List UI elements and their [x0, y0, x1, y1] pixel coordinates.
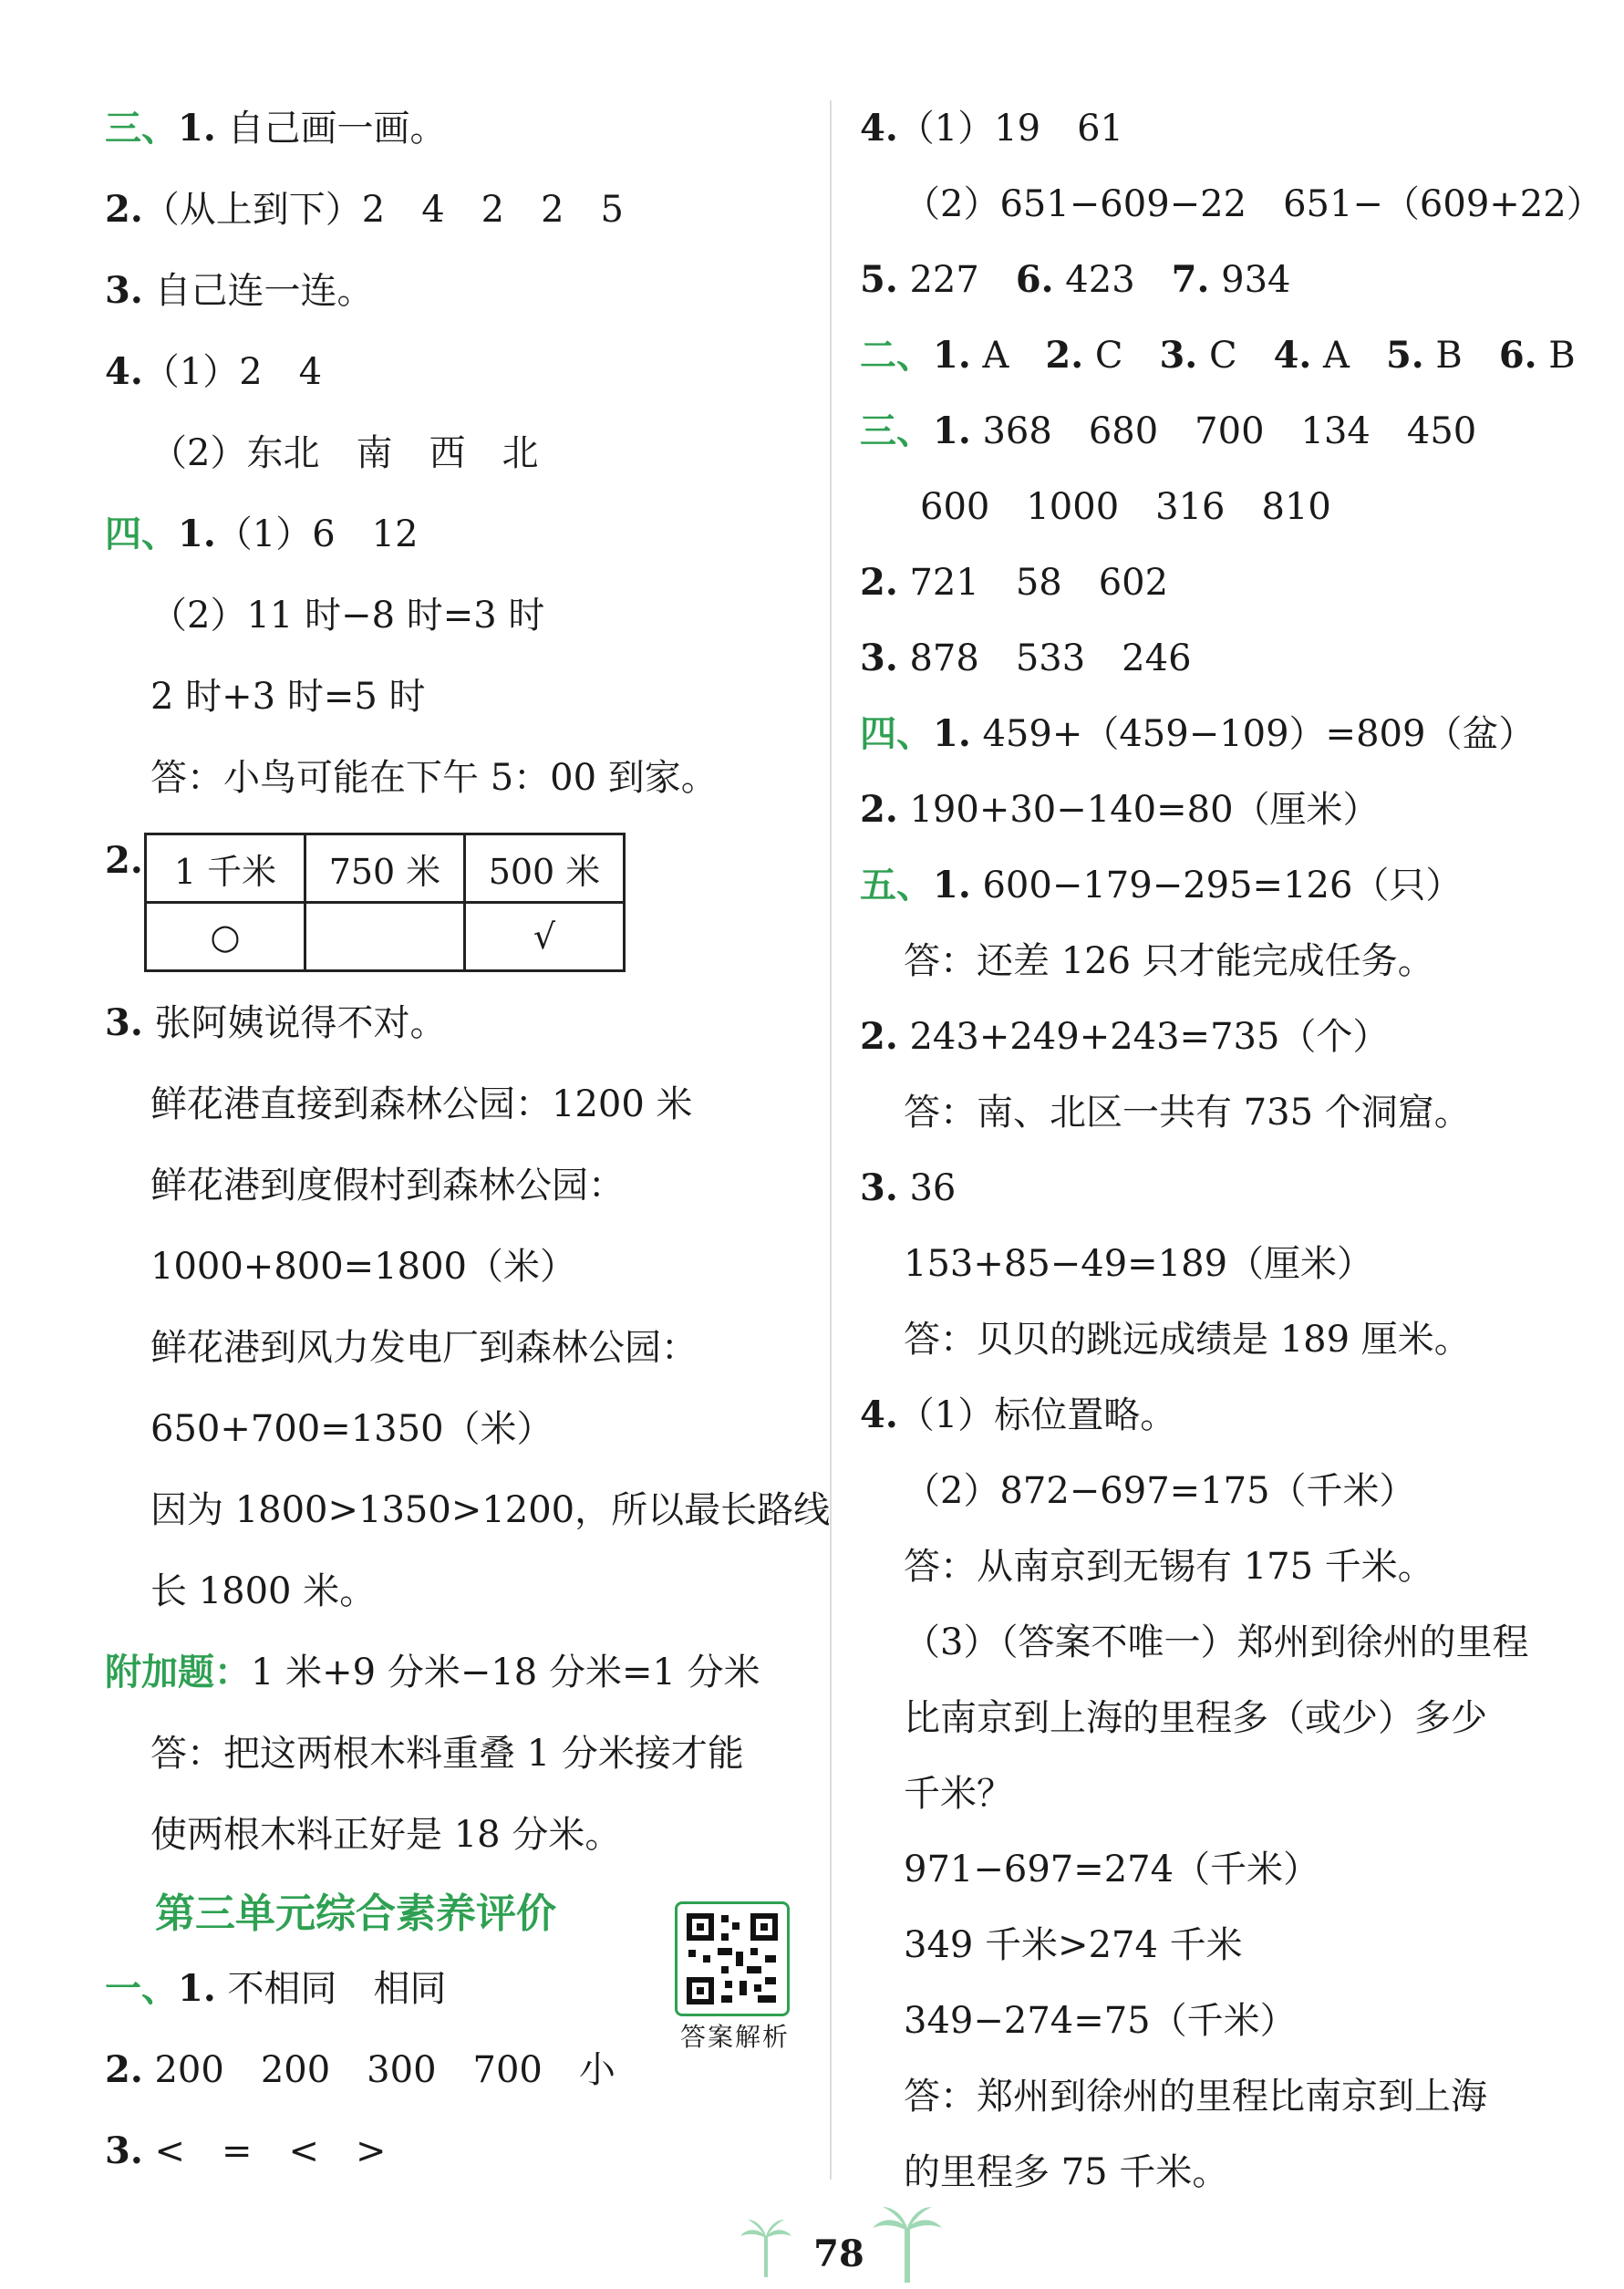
answer-line [860, 559, 1168, 606]
answer-line [860, 1392, 1176, 1439]
answer-text: 自己连一连。 [142, 270, 374, 312]
answer-text: 比南京到上海的里程多（或少）多少 [904, 1697, 1487, 1739]
section-marker: 三、 [860, 409, 933, 452]
answer-line [860, 181, 1603, 228]
answer-text: 鲜花港到风力发电厂到森林公园： [150, 1327, 698, 1369]
answer-text: 878 533 246 [897, 637, 1192, 679]
answer-line [105, 511, 419, 558]
answer-line [105, 2128, 387, 2175]
extra-question-label: 附加题： [105, 1651, 251, 1693]
answer-text: 答：贝贝的跳远成绩是 189 厘米。 [904, 1319, 1471, 1361]
answer-line [105, 2046, 615, 2094]
answer-table [144, 833, 626, 972]
answer-line [860, 1089, 1471, 1136]
answer-line [105, 1965, 446, 2013]
item-number: 5. [1385, 334, 1424, 377]
answer-line [105, 267, 373, 315]
answer-text: 鲜花港到度假村到森林公园： [150, 1165, 625, 1207]
answer-text: B [1536, 335, 1576, 377]
answer-line [860, 1770, 1013, 1818]
item-number: 7. [1171, 258, 1210, 301]
answer-text: 1 米+9 分米−18 分米=1 分米 [251, 1652, 760, 1693]
answer-text: A [1311, 335, 1386, 377]
item-number: 1. [933, 864, 971, 906]
item-number: 6. [1498, 334, 1537, 377]
answer-text: 349 千米>274 千米 [904, 1924, 1243, 1966]
item-number: 6. [1015, 258, 1054, 301]
item-number: 1. [178, 107, 216, 150]
answer-text: 因为 1800>1350>1200，所以最长路线 [150, 1489, 831, 1531]
answer-text: A [970, 335, 1046, 377]
answer-text: 答：南、北区一共有 735 个洞窟。 [904, 1092, 1471, 1134]
table-row [146, 903, 625, 971]
answer-text: 答：小鸟可能在下午 5：00 到家。 [150, 757, 718, 799]
answer-line [860, 635, 1192, 682]
answer-text: （3）（答案不唯一）郑州到徐州的里程 [904, 1621, 1529, 1663]
answer-line [860, 1013, 1389, 1061]
answer-line [105, 1162, 625, 1209]
answer-line [860, 1543, 1434, 1590]
answer-text: 答：把这两根木料重叠 1 分米接才能 [150, 1733, 744, 1775]
answer-text: 153+85−49=189（厘米） [904, 1243, 1374, 1285]
answer-line [105, 1730, 744, 1777]
item-number: 2. [860, 561, 898, 604]
answer-text: （1）19 61 [897, 108, 1124, 150]
answer-text: （1）6 12 [215, 513, 419, 555]
answer-line [860, 937, 1434, 985]
answer-text: 349−274=75（千米） [904, 2000, 1297, 2042]
answer-text: 张阿姨说得不对。 [142, 1002, 447, 1044]
section-marker: 二、 [860, 334, 933, 377]
answer-text: 971−697=274（千米） [904, 1849, 1320, 1890]
answer-text: 答：郑州到徐州的里程比南京到上海 [904, 2076, 1487, 2118]
answer-text: （从上到下）2 4 2 2 5 [142, 189, 625, 231]
answer-text: 答：从南京到无锡有 175 千米。 [904, 1546, 1434, 1588]
answer-line [860, 710, 1535, 758]
palm-tree-icon [871, 2202, 944, 2284]
table-header-cell: 750 米 [305, 834, 465, 903]
table-header-cell: 500 米 [465, 834, 625, 903]
item-number: 1. [933, 409, 971, 452]
answer-line [860, 1846, 1319, 1893]
answer-text: 368 680 700 134 450 [970, 410, 1477, 452]
answer-line [105, 1081, 693, 1128]
section-marker: 四、 [860, 712, 933, 755]
item-number: 3. [860, 637, 898, 679]
answer-text: 2 时+3 时=5 时 [150, 676, 426, 718]
section-marker: 五、 [860, 864, 933, 906]
answer-line [860, 1694, 1487, 1742]
answer-line [105, 999, 446, 1047]
item-number: 4. [105, 350, 143, 393]
answer-line [860, 2149, 1228, 2196]
answer-text: 36 [897, 1167, 957, 1209]
answer-line [860, 256, 1290, 304]
answer-text: 600−179−295=126（只） [970, 865, 1463, 906]
answer-text: 600 1000 316 810 [920, 486, 1331, 528]
table-row [146, 834, 625, 903]
answer-line [105, 105, 446, 152]
item-number: 1. [933, 334, 971, 377]
item-number: 4. [860, 1393, 898, 1436]
answer-line [860, 332, 1576, 379]
answer-line [860, 786, 1380, 834]
answer-line [105, 1324, 698, 1372]
answer-text: B [1423, 335, 1499, 377]
answer-text: （2）11 时−8 时=3 时 [150, 595, 545, 637]
answer-text: 的里程多 75 千米。 [904, 2151, 1229, 2193]
answer-text: 千米？ [904, 1773, 1013, 1815]
answer-line [860, 483, 1331, 531]
item-number: 3. [860, 1166, 898, 1209]
palm-tree-icon [739, 2216, 793, 2280]
item-number: 1. [178, 1967, 216, 2010]
answer-text: 650+700=1350（米） [150, 1408, 553, 1450]
item-number: 2. [860, 1015, 898, 1058]
answer-line [105, 754, 718, 802]
answer-text: 934 [1209, 259, 1291, 301]
item-number: 5. [860, 258, 898, 301]
column-divider [830, 100, 832, 2180]
item-number: 3. [105, 269, 143, 312]
answer-text: 鲜花港直接到森林公园：1200 米 [150, 1083, 693, 1125]
answer-text: 243+249+243=735（个） [897, 1016, 1390, 1058]
answer-line [860, 1997, 1297, 2045]
table-cell: ○ [146, 903, 305, 971]
answer-text: 不相同 相同 [215, 1968, 447, 2010]
answer-line [105, 186, 624, 233]
page-number: 78 [813, 2232, 864, 2275]
item-number: 2. [1045, 334, 1084, 377]
answer-line [105, 430, 538, 477]
item-number: 3. [105, 2129, 143, 2172]
answer-text: 长 1800 米。 [150, 1570, 377, 1612]
qr-code[interactable] [675, 1901, 790, 2016]
extra-question-line [105, 1649, 760, 1696]
answer-text: 使两根木料正好是 18 分米。 [150, 1814, 622, 1856]
answer-text: （1）2 4 [142, 351, 323, 393]
table-cell [305, 903, 465, 971]
item-number: 1. [933, 712, 971, 755]
item-number: 2. [105, 839, 143, 882]
answer-text: < = < > [142, 2130, 387, 2172]
section-marker: 一、 [105, 1967, 178, 2010]
table-cell: √ [465, 903, 625, 971]
answer-text: 答：还差 126 只才能完成任务。 [904, 940, 1434, 982]
table-header-cell: 1 千米 [146, 834, 305, 903]
answer-line [860, 1240, 1373, 1288]
item-number: 4. [860, 107, 898, 150]
answer-line [105, 1243, 576, 1290]
answer-line [105, 1811, 621, 1859]
unit-heading: 第三单元综合素养评价 [155, 1890, 556, 1937]
answer-text: 自己画一画。 [215, 108, 447, 150]
answer-text: （1）标位置略。 [897, 1394, 1177, 1436]
item-number: 3. [105, 1001, 143, 1044]
item-number: 1. [178, 513, 216, 555]
answer-line [860, 1467, 1416, 1515]
answer-text: 200 200 300 700 小 [142, 2049, 615, 2091]
answer-text: （2）东北 南 西 北 [150, 432, 539, 474]
answer-text: C [1083, 335, 1160, 377]
item-number: 2. [105, 188, 143, 231]
answer-text: （2）872−697=175（千米） [904, 1470, 1416, 1512]
answer-line [860, 862, 1462, 909]
answer-line [105, 1568, 376, 1615]
answer-text: C [1197, 335, 1274, 377]
item-number: 2. [105, 2048, 143, 2091]
answer-line [860, 105, 1123, 152]
answer-line [860, 1619, 1528, 1666]
answer-line [105, 673, 426, 720]
qr-code-icon [678, 1904, 787, 2014]
answer-line [860, 2073, 1487, 2120]
answer-line [105, 837, 143, 885]
answer-line [860, 408, 1476, 455]
answer-line [860, 1921, 1243, 1969]
answer-text: 423 [1053, 259, 1172, 301]
item-number: 4. [1273, 334, 1312, 377]
answer-text: 227 [897, 259, 1016, 301]
section-marker: 三、 [105, 107, 178, 150]
answer-text: 190+30−140=80（厘米） [897, 789, 1380, 831]
answer-text: 459+（459−109）=809（盆） [970, 713, 1536, 755]
answer-text: 721 58 602 [897, 562, 1169, 604]
answer-line [105, 348, 322, 396]
answer-line [105, 1405, 553, 1453]
section-marker: 四、 [105, 513, 178, 555]
answer-line [860, 1165, 956, 1212]
answer-line [105, 592, 544, 639]
item-number: 3. [1159, 334, 1198, 377]
answer-line [105, 1486, 830, 1534]
answer-text: （2）651−609−22 651−（609+22） [904, 183, 1603, 225]
item-number: 2. [860, 788, 898, 831]
qr-caption: 答案解析 [679, 2022, 790, 2052]
answer-text: 1000+800=1800（米） [150, 1246, 576, 1288]
answer-line [860, 1316, 1471, 1363]
